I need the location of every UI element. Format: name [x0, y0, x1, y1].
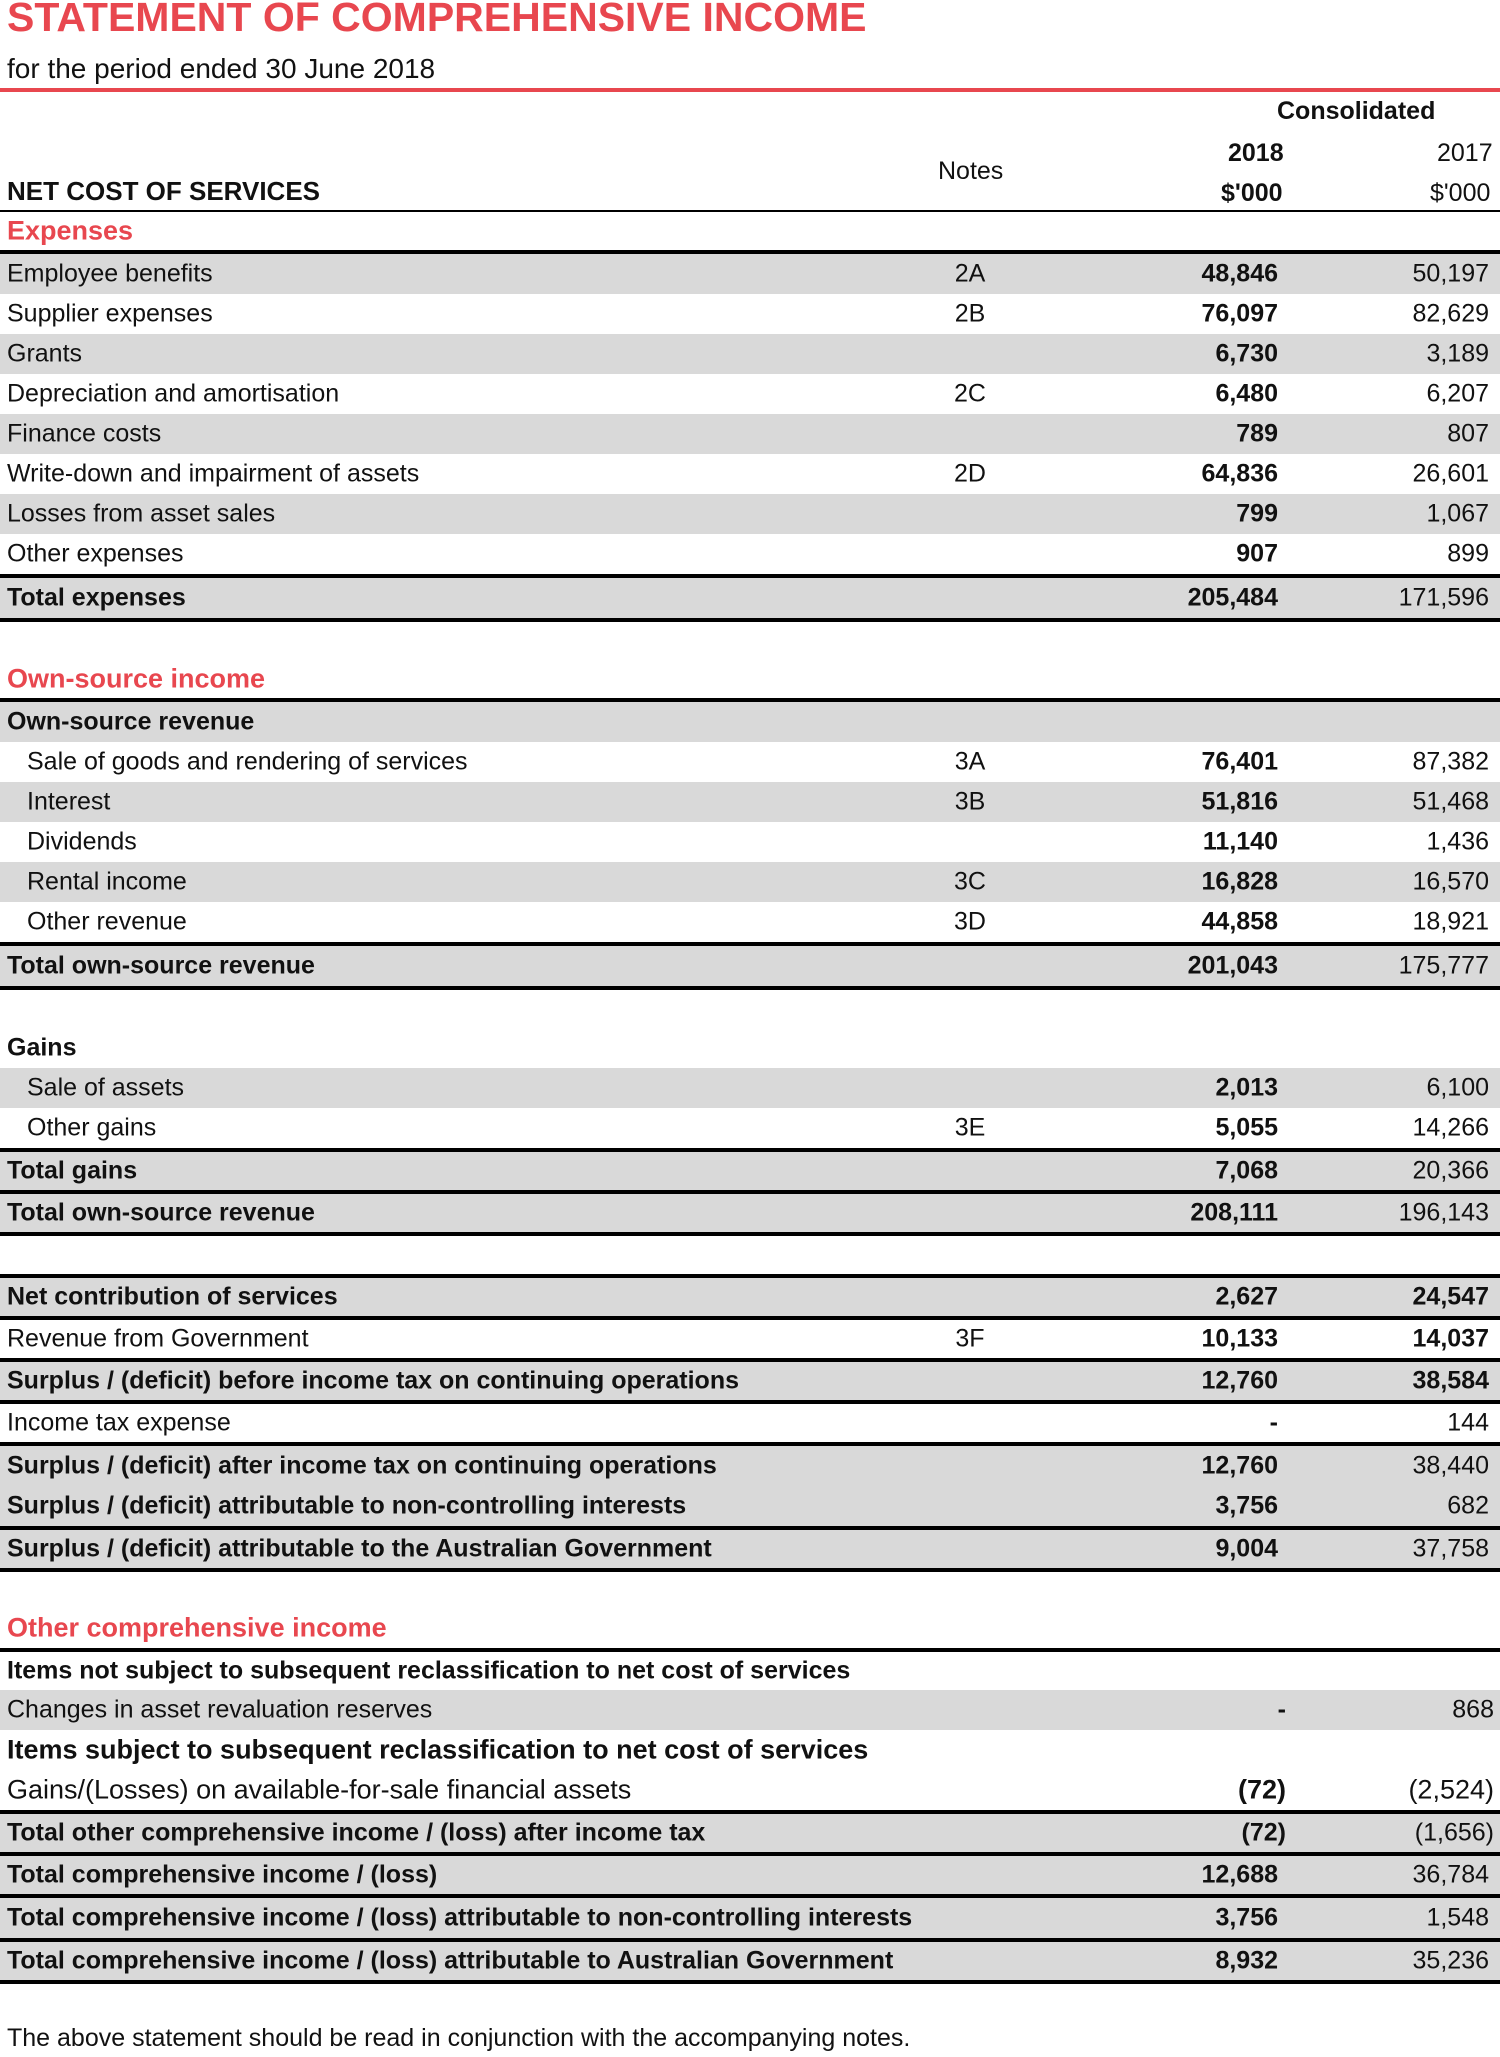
total-row: Total other comprehensive income / (loss) after income tax (72) (1,656) [0, 1814, 1500, 1852]
total-row: Surplus / (deficit) before income tax on continuing operations 12,760 38,584 [0, 1362, 1500, 1400]
table-row: Changes in asset revaluation reserves - 868 [0, 1690, 1500, 1730]
total-row: Total comprehensive income / (loss) attributable to non-controlling interests 3,756 1,548 [0, 1898, 1500, 1938]
footer-note: The above statement should be read in conjunction with the accompanying notes. [7, 2024, 911, 2052]
table-row: Other gains 3E 5,055 14,266 [27, 1113, 1489, 1142]
rule [0, 1568, 1500, 1572]
total-row: Net contribution of services 2,627 24,547 [0, 1278, 1500, 1316]
section-heading-other-comprehensive-income: Other comprehensive income [7, 1612, 387, 1643]
rule [0, 1232, 1500, 1236]
page-title: STATEMENT OF COMPREHENSIVE INCOME [7, 0, 867, 40]
rule [0, 1980, 1500, 1984]
column-header-unit-2018: $'000 [1221, 179, 1283, 207]
table-row: Rental income 3C 16,828 16,570 [0, 862, 1500, 902]
table-row: Gains/(Losses) on available-for-sale financial assets (72) (2,524) [7, 1774, 1494, 1805]
rule [0, 618, 1500, 622]
total-row: Total expenses 205,484 171,596 [0, 578, 1500, 618]
table-row: Employee benefits 2A 48,846 50,197 [0, 254, 1500, 294]
total-row: Total comprehensive income / (loss) attributable to Australian Government 8,932 35,236 [0, 1942, 1500, 1980]
column-header-notes: Notes [938, 157, 1004, 185]
table-row: Sale of assets 2,013 6,100 [0, 1068, 1500, 1108]
column-header-consolidated: Consolidated [1277, 97, 1436, 125]
column-header-unit-2017: $'000 [1430, 179, 1491, 207]
table-row: Other expenses 907 899 [7, 539, 1489, 568]
title-rule [0, 88, 1500, 92]
total-row: Total comprehensive income / (loss) 12,688 36,784 [0, 1856, 1500, 1894]
column-header-2018: 2018 [1228, 139, 1284, 167]
total-row: Total own-source revenue 208,111 196,143 [0, 1194, 1500, 1232]
subheading-row: Gains [7, 1033, 77, 1062]
table-row: Sale of goods and rendering of services 3A 76,401 87,382 [27, 747, 1489, 776]
rule [0, 986, 1500, 990]
table-row: Income tax expense - 144 [7, 1408, 1489, 1437]
total-row: Surplus / (deficit) attributable to the Australian Government 9,004 37,758 [0, 1530, 1500, 1568]
total-row: Total own-source revenue 201,043 175,777 [0, 946, 1500, 986]
total-row: Total gains 7,068 20,366 [0, 1152, 1500, 1190]
table-row: Depreciation and amortisation 2C 6,480 6,207 [7, 379, 1489, 408]
total-row: Surplus / (deficit) after income tax on continuing operations 12,760 38,440 [0, 1446, 1500, 1486]
subheading-row: Items not subject to subsequent reclassification to net cost of services [7, 1656, 851, 1685]
table-row: Other revenue 3D 44,858 18,921 [27, 907, 1489, 936]
total-row: Surplus / (deficit) attributable to non-controlling interests 3,756 682 [0, 1486, 1500, 1526]
section-heading-expenses: Expenses [7, 215, 134, 246]
net-cost-of-services-heading: NET COST OF SERVICES [7, 176, 321, 206]
table-row: Supplier expenses 2B 76,097 82,629 [7, 299, 1489, 328]
table-row: Losses from asset sales 799 1,067 [0, 494, 1500, 534]
subheading-row: Items subject to subsequent reclassification to net cost of services [7, 1734, 869, 1765]
page-subtitle: for the period ended 30 June 2018 [7, 53, 436, 84]
table-row: Write-down and impairment of assets 2D 64,836 26,601 [7, 459, 1489, 488]
section-heading-own-source-income: Own-source income [7, 663, 266, 694]
table-row: Finance costs 789 807 [0, 414, 1500, 454]
table-row: Grants 6,730 3,189 [0, 334, 1500, 374]
table-row: Interest 3B 51,816 51,468 [0, 782, 1500, 822]
column-header-2017: 2017 [1437, 139, 1493, 167]
table-row: Dividends 11,140 1,436 [27, 827, 1489, 856]
subheading-row: Own-source revenue [0, 702, 1500, 742]
table-row: Revenue from Government 3F 10,133 14,037 [7, 1324, 1489, 1353]
